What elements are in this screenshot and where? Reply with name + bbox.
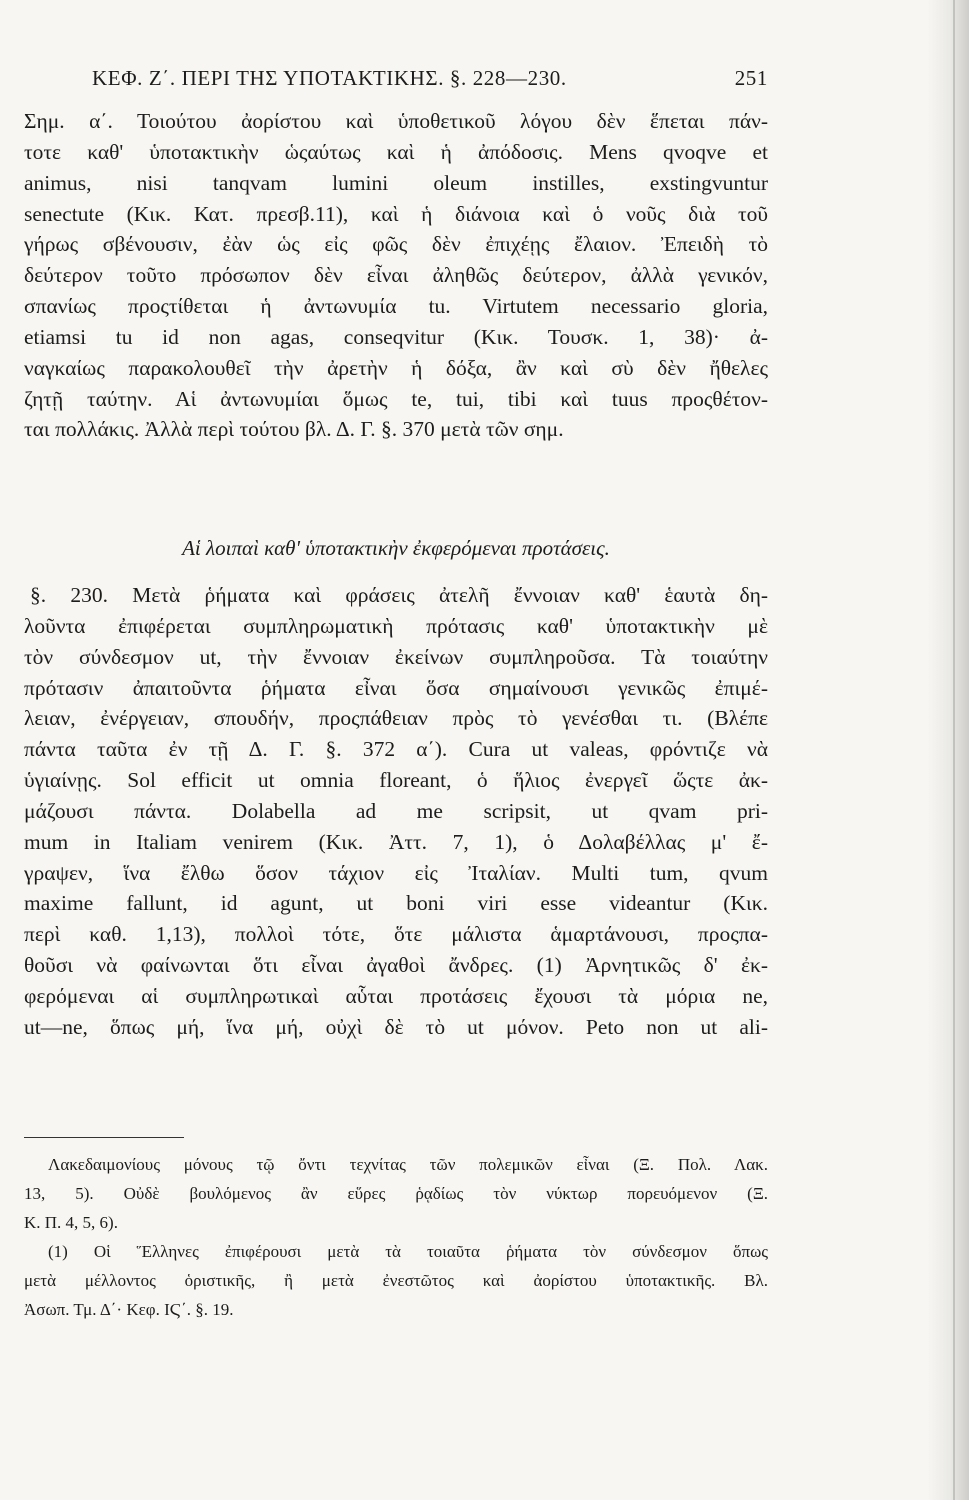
footnotes: [24, 1150, 768, 1324]
text-line: animus, nisi tanqvam lumini oleum instilles, exstingvuntur: [24, 170, 768, 195]
footnote-line: (1) Οἱ Ἕλληνες ἐπιφέρουσι μετὰ τὰ τοιαῦτα ῥήματα τὸν σύνδεσμον ὅπως: [48, 1242, 768, 1261]
section-subheading: Αἱ λοιπαὶ καθ' ὑποτακτικὴν ἐκφερόμεναι προτάσεις.: [182, 536, 610, 560]
footnote-rule: [24, 1137, 184, 1138]
text-line: ται πολλάκις. Ἀλλὰ περὶ τούτου βλ. Δ. Γ. §. 370 μετὰ τῶν σημ.: [24, 417, 564, 442]
text-line: ζητῇ ταύτην. Αἱ ἀντωνυμίαι ὅμως te, tui, tibi καὶ tuus προςθέτον-: [24, 386, 768, 411]
text-line: §. 230. Μετὰ ῥήματα καὶ φράσεις ἀτελῆ ἔννοιαν καθ' ἑαυτὰ δη-: [30, 583, 768, 607]
text-line: τὸν σύνδεσμον ut, τὴν ἔννοιαν ἐκείνων συμπληροῦσα. Τὰ τοιαύτην: [24, 644, 768, 669]
running-title: ΚΕΦ. Ζ΄. ΠΕΡΙ ΤΗΣ ΥΠΟΤΑΚΤΙΚΗΣ. §. 228—230.: [92, 66, 567, 90]
section-230-text: [24, 580, 768, 1043]
page-edge-shadow: [927, 0, 969, 1500]
text-line: ὑγιαίνῃς. Sol efficit ut omnia floreant, ὁ ἥλιος ἐνεργεῖ ὥςτε ἀκ-: [24, 768, 768, 793]
text-line: ναγκαίως παρακολουθεῖ τὴν ἀρετὴν ἡ δόξα, ἂν καὶ σὺ δὲν ἤθελες: [24, 355, 768, 380]
page-edge-line: [953, 0, 955, 1500]
text-line: γήρως σβένουσιν, ἐὰν ὡς εἰς φῶς δὲν ἐπιχέῃς ἔλαιον. Ἐπειδὴ τὸ: [24, 232, 768, 257]
text-line: mum in Italiam venirem (Κικ. Ἀττ. 7, 1), ὁ Δολαβέλλας μ' ἔ-: [24, 829, 768, 854]
running-head: [92, 66, 768, 91]
page-number: 251: [734, 66, 768, 90]
footnote-line: Ἀσωπ. Τμ. Δ΄· Κεφ. ΙϚ΄. §. 19.: [24, 1300, 234, 1319]
text-line: Σημ. α΄. Τοιούτου ἀορίστου καὶ ὑποθετικοῦ λόγου δὲν ἕπεται πάν-: [24, 109, 768, 133]
text-line: δεύτερον τοῦτο πρόσωπον δὲν εἶναι ἀληθῶς δεύτερον, ἀλλὰ γενικόν,: [24, 263, 768, 288]
text-line: πάντα ταῦτα ἐν τῇ Δ. Γ. §. 372 α΄). Cura ut valeas, φρόντιζε νὰ: [24, 737, 768, 762]
text-line: γραψεν, ἵνα ἔλθω ὅσον τάχιον εἰς Ἰταλίαν. Multi tum, qvum: [24, 860, 768, 885]
footnote-line: μετὰ μέλλοντος ὁριστικῆς, ἢ μετὰ ἐνεστῶτος καὶ ἀορίστου ὑποτακτικῆς. Βλ.: [24, 1271, 768, 1290]
text-line: θοῦσι νὰ φαίνωνται ὅτι εἶναι ἀγαθοὶ ἄνδρες. (1) Ἀρνητικῶς δ' ἐκ-: [24, 953, 768, 978]
text-line: τοτε καθ' ὑποτακτικὴν ὡςαύτως καὶ ἡ ἀπόδοσις. Mens qvoqve et: [24, 139, 768, 164]
footnote-line: Λακεδαιμονίους μόνους τῷ ὄντι τεχνίτας τῶν πολεμικῶν εἶναι (Ξ. Πολ. Λακ.: [48, 1155, 768, 1174]
text-line: μάζουσι πάντα. Dolabella ad me scripsit, ut qvam pri-: [24, 798, 768, 823]
text-line: ut—ne, ὅπως μή, ἵνα μή, οὐχὶ δὲ τὸ ut μόνον. Peto non ut ali-: [24, 1014, 768, 1039]
text-line: περὶ καθ. 1,13), πολλοὶ τότε, ὅτε μάλιστα ἁμαρτάνουσι, προςπα-: [24, 922, 768, 947]
text-line: πρότασιν ἀπαιτοῦντα ῥήματα εἶναι ὅσα σημαίνουσι γενικῶς ἐπιμέ-: [24, 675, 768, 700]
text-line: maxime fallunt, id agunt, ut boni viri esse videantur (Κικ.: [24, 891, 768, 916]
footnote-line: Κ. Π. 4, 5, 6).: [24, 1213, 118, 1232]
section-1-text: [24, 106, 768, 445]
text-line: φερόμεναι αἱ συμπληρωτικαὶ αὗται προτάσεις ἔχουσι τὰ μόρια ne,: [24, 983, 768, 1008]
text-line: σπανίως προςτίθεται ἡ ἀντωνυμία tu. Virtutem necessario gloria,: [24, 294, 768, 319]
text-line: senectute (Κικ. Κατ. πρεσβ.11), καὶ ἡ διάνοια καὶ ὁ νοῦς διὰ τοῦ: [24, 201, 768, 226]
text-line: λειαν, ἐνέργειαν, σπουδήν, προςπάθειαν πρὸς τὸ γενέσθαι τι. (Βλέπε: [24, 706, 768, 731]
footnote-line: 13, 5). Οὐδὲ βουλόμενος ἂν εὕρες ῥᾳδίως τὸν νύκτωρ πορευόμενον (Ξ.: [24, 1184, 768, 1203]
text-line: etiamsi tu id non agas, conseqvitur (Κικ. Τουσκ. 1, 38)· ἀ-: [24, 324, 768, 349]
text-line: λοῦντα ἐπιφέρεται συμπληρωματικὴ πρότασις καθ' ὑποτακτικὴν μὲ: [24, 613, 768, 638]
